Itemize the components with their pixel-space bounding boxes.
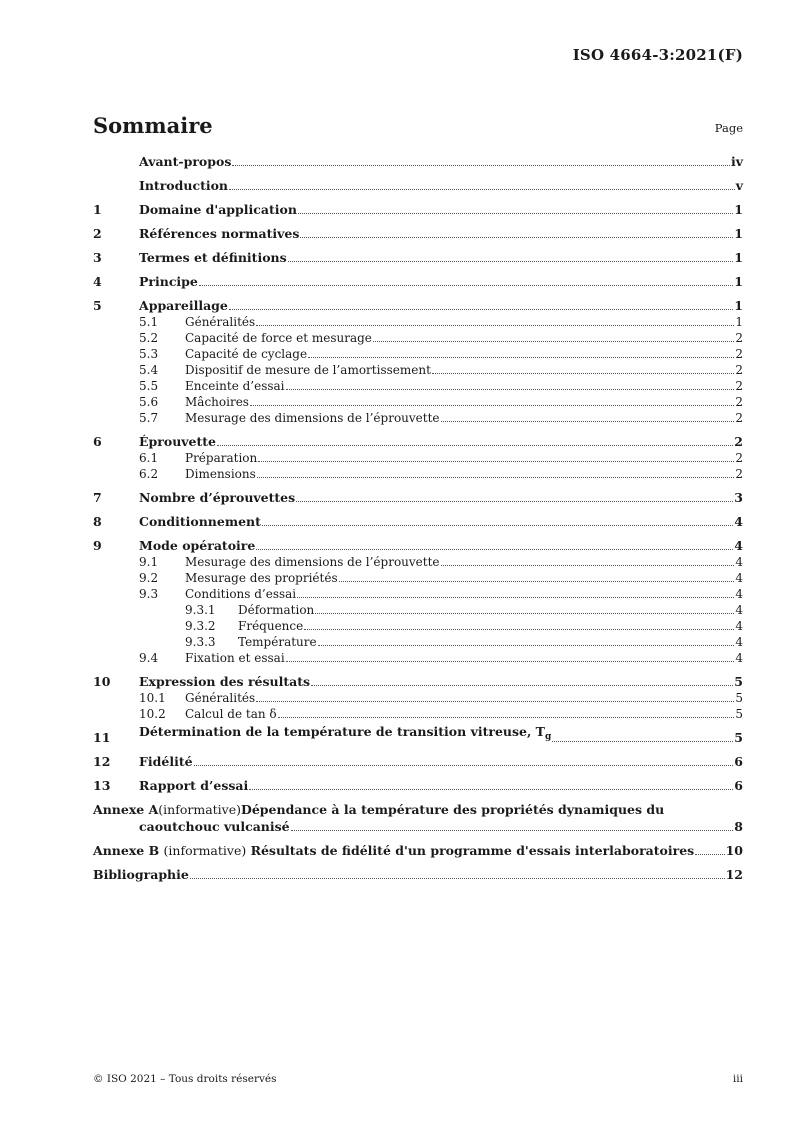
toc-entry[interactable]: [93, 634, 743, 650]
toc-leader-dots: [300, 237, 733, 238]
toc-entry-page: 2: [735, 395, 743, 409]
toc-leader-dots: [441, 421, 735, 422]
toc-entry[interactable]: [93, 194, 743, 218]
toc-annex-entry[interactable]: [93, 835, 743, 859]
toc-entry[interactable]: [93, 690, 743, 706]
toc-entry-title-text: Déformation: [238, 603, 315, 617]
toc-entry-title-text: Mesurage des dimensions de l’éprouvette: [185, 555, 440, 569]
toc-entry-page: 4: [734, 538, 743, 553]
toc-entry-number: 6.1: [139, 451, 159, 465]
toc-entry-title: [139, 273, 198, 290]
toc-entry-title-text: Fréquence: [238, 619, 304, 633]
toc-leader-dots: [296, 501, 733, 502]
toc-entry-page: 4: [735, 571, 743, 585]
toc-entry-title-text: Mesurage des dimensions de l’éprouvette: [185, 411, 440, 425]
toc-annex-entry-continued[interactable]: [93, 818, 743, 835]
toc-entry-number: 9.3.1: [185, 603, 216, 617]
toc-entry[interactable]: [93, 346, 743, 362]
bibliography-page: 12: [725, 867, 743, 882]
toc-entry-title: [139, 753, 193, 770]
toc-entry-title-text: Température: [238, 635, 317, 649]
toc-entry-title-text: Dispositif de mesure de l’amortissement: [185, 363, 431, 377]
toc-leader-dots: [257, 477, 735, 478]
toc-entry-title: [139, 489, 295, 506]
toc-entry-title-text: Généralités: [185, 315, 256, 329]
toc-entry[interactable]: [93, 218, 743, 242]
annex-type: (informative): [158, 802, 242, 817]
toc-entry[interactable]: [93, 666, 743, 690]
toc-entry-title: [139, 153, 231, 170]
toc-entry-number: 9.4: [139, 651, 159, 665]
toc-entry[interactable]: [93, 554, 743, 570]
annex-title-line2: caoutchouc vulcanisé: [139, 819, 290, 834]
toc-entry[interactable]: [93, 378, 743, 394]
toc-leader-dots: [339, 581, 735, 582]
annex-label: Annexe A: [93, 802, 159, 817]
toc-entry-title: [185, 554, 440, 570]
toc-entry-title: [139, 225, 299, 242]
toc-entry-number: 7: [93, 490, 102, 505]
bibliography-title: Bibliographie: [93, 867, 189, 882]
toc-entry-page: v: [735, 178, 743, 193]
toc-leader-dots: [288, 261, 734, 262]
toc-entry-number: 5: [93, 298, 102, 313]
toc-entry[interactable]: [93, 706, 743, 722]
toc-entry[interactable]: [93, 530, 743, 554]
toc-leader-dots: [194, 765, 734, 766]
toc-leader-dots: [229, 309, 733, 310]
toc-entry-title: [185, 466, 256, 482]
toc-entry-page: 1: [734, 274, 743, 289]
toc-entry-number: 4: [93, 274, 102, 289]
toc-entry-title-text: Mâchoires: [185, 395, 249, 409]
toc-entry-title-text: Références normatives: [139, 226, 300, 241]
toc-entry-page: iv: [730, 154, 743, 169]
toc-entry-title-text: Mesurage des propriétés: [185, 571, 338, 585]
toc-entry-number: 9.3.2: [185, 619, 216, 633]
toc-entry-number: 11: [93, 730, 111, 745]
toc-entry[interactable]: [93, 586, 743, 602]
toc-entry-number: 5.2: [139, 331, 159, 345]
toc-entry-page: 2: [735, 379, 743, 393]
annex-label: Annexe B: [93, 843, 160, 858]
toc-entry-title: [139, 723, 551, 746]
toc-leader-dots: [229, 189, 735, 190]
footer-page-number: iii: [732, 1073, 743, 1085]
toc-entry-page: 2: [735, 411, 743, 425]
toc-entry[interactable]: [93, 410, 743, 426]
toc-entry-number: 10.2: [139, 707, 166, 721]
toc-entry-page: 4: [735, 587, 743, 601]
toc-entry-title: [185, 410, 440, 426]
annex-title-line1: Résultats de fidélité d'un programme d'essais interlaboratoires: [250, 843, 695, 858]
toc-leader-dots: [552, 741, 733, 742]
toc-entry-title-text: Termes et définitions: [139, 250, 287, 265]
toc-entry-page: 1: [734, 250, 743, 265]
toc-leader-dots: [297, 597, 734, 598]
toc-entry-number: 9.2: [139, 571, 159, 585]
toc-entry-title-text: Généralités: [185, 691, 256, 705]
toc-entry[interactable]: [93, 426, 743, 450]
toc-entry-page: 2: [735, 451, 743, 465]
toc-entry-title: [139, 537, 255, 554]
toc-entry[interactable]: [93, 506, 743, 530]
toc-entry-subscript: g: [544, 732, 552, 742]
toc-leader-dots: [286, 389, 735, 390]
toc-entry-number: 9.3.3: [185, 635, 216, 649]
toc-entry-title: [185, 450, 257, 466]
toc-entry-title: [238, 618, 303, 634]
toc-entry[interactable]: [93, 650, 743, 666]
toc-entry-number: 9.1: [139, 555, 159, 569]
toc-entry-number: 2: [93, 226, 102, 241]
toc-entry-number: 1: [93, 202, 102, 217]
toc-entry-title-text: Dimensions: [185, 467, 256, 481]
toc-leader-dots: [318, 645, 735, 646]
toc-leader-dots: [432, 373, 734, 374]
toc-entry[interactable]: [93, 482, 743, 506]
toc-entry-number: 13: [93, 778, 111, 793]
annex-type: (informative): [163, 843, 247, 858]
toc-entry-page: 4: [735, 651, 743, 665]
toc-entry-number: 9: [93, 538, 102, 553]
toc-leader-dots: [441, 565, 735, 566]
toc-entry[interactable]: [93, 153, 743, 170]
toc-leader-dots: [249, 789, 733, 790]
toc-entry-title: [139, 201, 297, 218]
toc-entry[interactable]: [93, 722, 743, 746]
toc-entry[interactable]: [93, 570, 743, 586]
toc-entry-title: [185, 586, 296, 602]
toc-entry-title-text: Préparation: [185, 451, 258, 465]
toc-leader-dots: [262, 525, 733, 526]
toc-leader-dots: [315, 613, 734, 614]
toc-entry-page: 4: [735, 603, 743, 617]
toc-entry-title-text: Principe: [139, 274, 198, 289]
toc-entry-title-text: Calcul de tan δ: [185, 707, 277, 721]
footer-copyright: © ISO 2021 – Tous droits réservés: [93, 1073, 277, 1085]
toc-entry-page: 2: [735, 331, 743, 345]
toc-entry-title-text: Expression des résultats: [139, 674, 311, 689]
toc-entry-page: 4: [735, 555, 743, 569]
toc-leader-dots: [298, 213, 733, 214]
toc-entry-page: 2: [735, 347, 743, 361]
toc-entry[interactable]: [93, 290, 743, 314]
toc-entry-number: 10: [93, 674, 111, 689]
toc-leader-dots: [256, 549, 733, 550]
toc-entry-title: [185, 650, 285, 666]
toc-annex-entry[interactable]: [93, 794, 743, 818]
toc-entry-title-text: Fixation et essai: [185, 651, 285, 665]
toc-entry-number: 5.7: [139, 411, 159, 425]
toc-entry-title-text: Introduction: [139, 178, 229, 193]
toc-entry-title-text: Conditionnement: [139, 514, 261, 529]
toc-entry-page: 1: [734, 298, 743, 313]
toc-entry-title: [185, 314, 255, 330]
toc-leader-dots: [258, 461, 734, 462]
toc-entry-title: [139, 673, 310, 690]
toc-entry-page: 5: [734, 674, 743, 689]
toc-entry-title: [139, 777, 248, 794]
toc-entry[interactable]: [93, 450, 743, 466]
toc-entry[interactable]: [93, 170, 743, 194]
toc-leader-dots: [250, 405, 734, 406]
toc-entry-number: 6: [93, 434, 102, 449]
toc-entry[interactable]: [93, 266, 743, 290]
toc-entry-page: 6: [734, 778, 743, 793]
toc-entry-title-text: Domaine d'application: [139, 202, 297, 217]
page-title: Sommaire: [93, 113, 213, 138]
toc-entry-page: 5: [734, 730, 743, 745]
toc-entry-page: 2: [735, 467, 743, 481]
toc-entry-title-text: Enceinte d’essai: [185, 379, 285, 393]
annex-page: 10: [725, 843, 743, 858]
toc-entry-number: 9.3: [139, 587, 159, 601]
toc-entry-title: [139, 177, 228, 194]
toc-entry-title-text: Avant-propos: [139, 154, 232, 169]
toc-entry-title-text: Nombre d’éprouvettes: [139, 490, 296, 505]
toc-entry-title: [139, 433, 216, 450]
toc-entry-page: 6: [734, 754, 743, 769]
toc-leader-dots: [217, 445, 733, 446]
annex-page: 8: [734, 819, 743, 834]
toc-entry[interactable]: [93, 602, 743, 618]
toc-entry-page: 4: [735, 619, 743, 633]
toc-entry-number: 10.1: [139, 691, 166, 705]
toc-entry-page: 1: [734, 202, 743, 217]
toc-entry-title: [139, 249, 287, 266]
toc-entry[interactable]: [93, 314, 743, 330]
toc-bibliography-entry[interactable]: [93, 859, 743, 883]
toc-entry-number: 3: [93, 250, 102, 265]
toc-entry-title: [185, 330, 372, 346]
toc-entry-number: 5.3: [139, 347, 159, 361]
toc-entry-title-text: Éprouvette: [139, 434, 216, 449]
toc-entry-page: 5: [735, 691, 743, 705]
toc-entry-title: [139, 297, 228, 314]
toc-entry-number: 5.1: [139, 315, 159, 329]
toc-entry-title: [185, 570, 338, 586]
toc-leader-dots: [190, 878, 725, 879]
document-code: ISO 4664-3:2021(F): [572, 46, 743, 64]
toc-entry-page: 1: [734, 226, 743, 241]
toc-entry-page: 2: [734, 434, 743, 449]
toc-entry-title: [185, 690, 255, 706]
toc-entry-title: [185, 394, 249, 410]
toc-entry-title-text: Mode opératoire: [139, 538, 256, 553]
toc-leader-dots: [199, 285, 733, 286]
toc-leader-dots: [291, 830, 734, 831]
toc-entry-page: 4: [735, 635, 743, 649]
toc-entry-title-text: Détermination de la température de transition vitreuse, T: [139, 724, 545, 739]
page-column-label: Page: [714, 121, 743, 135]
toc-leader-dots: [311, 685, 733, 686]
toc-entry-title: [185, 706, 277, 722]
toc-entry-title: [185, 378, 285, 394]
toc-entry[interactable]: [93, 362, 743, 378]
toc-entry-page: 4: [734, 514, 743, 529]
toc-entry-title-text: Capacité de force et mesurage: [185, 331, 372, 345]
toc-leader-dots: [373, 341, 734, 342]
toc-entry-number: 12: [93, 754, 111, 769]
toc-entry[interactable]: [93, 466, 743, 482]
toc-leader-dots: [256, 325, 734, 326]
toc-entry-title-text: Appareillage: [139, 298, 228, 313]
toc-entry-title: [139, 513, 261, 530]
annex-title-line1: Dépendance à la température des propriétés dynamiques du: [241, 802, 665, 817]
toc-entry-page: 3: [734, 490, 743, 505]
toc-leader-dots: [286, 661, 735, 662]
toc-entry[interactable]: [93, 394, 743, 410]
toc-entry[interactable]: [93, 330, 743, 346]
toc-leader-dots: [232, 165, 730, 166]
toc-entry-title-text: Capacité de cyclage: [185, 347, 308, 361]
toc-entry[interactable]: [93, 770, 743, 794]
toc-entry-title-text: Conditions d’essai: [185, 587, 297, 601]
toc-leader-dots: [308, 357, 734, 358]
toc-entry-title: [238, 634, 317, 650]
toc-entry-title-text: Rapport d’essai: [139, 778, 249, 793]
toc-entry-title: [185, 362, 431, 378]
toc-entry-number: 6.2: [139, 467, 159, 481]
toc-entry-number: 8: [93, 514, 102, 529]
toc-entry-page: 1: [735, 315, 743, 329]
toc-entry-page: 5: [735, 707, 743, 721]
toc-leader-dots: [256, 701, 734, 702]
toc-entry[interactable]: [93, 746, 743, 770]
table-of-contents: [93, 153, 743, 883]
toc-leader-dots: [695, 854, 724, 855]
toc-leader-dots: [304, 629, 734, 630]
toc-entry-number: 5.4: [139, 363, 159, 377]
toc-entry-title: [238, 602, 314, 618]
toc-entry[interactable]: [93, 618, 743, 634]
toc-entry-title: [185, 346, 307, 362]
toc-entry[interactable]: [93, 242, 743, 266]
toc-entry-number: 5.6: [139, 395, 159, 409]
toc-entry-page: 2: [735, 363, 743, 377]
toc-entry-title-text: Fidélité: [139, 754, 193, 769]
toc-entry-number: 5.5: [139, 379, 159, 393]
toc-leader-dots: [278, 717, 735, 718]
